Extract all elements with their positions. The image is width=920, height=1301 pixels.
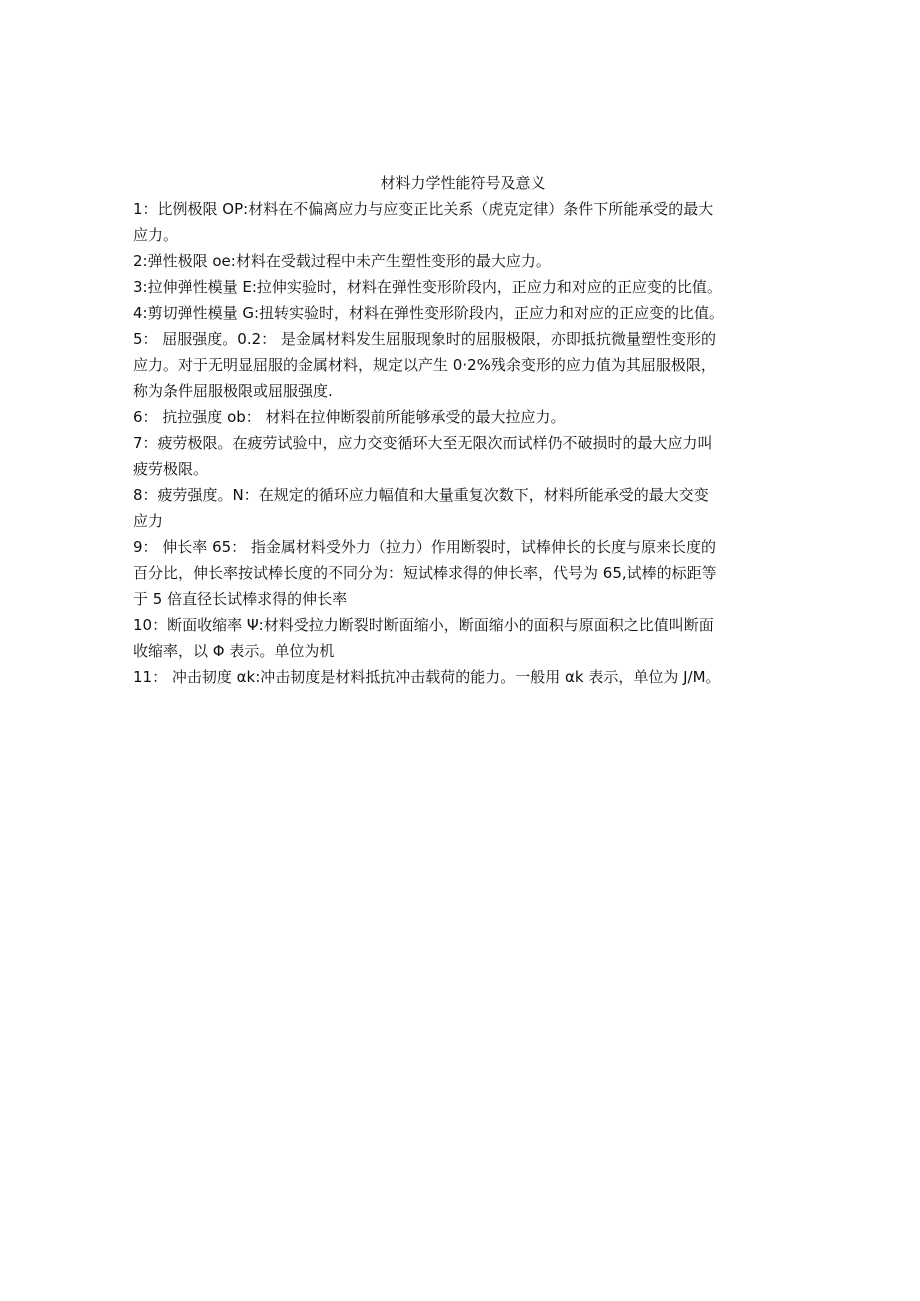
definition-item — [133, 534, 793, 612]
definition-text-line: 应力。对于无明显屈服的金属材料，规定以产生 0·2%残余变形的应力值为其屈服极限， — [133, 356, 716, 374]
document-title: 材料力学性能符号及意义 — [380, 174, 546, 192]
definition-text-line: 于 5 倍直径长试棒求得的伸长率 — [133, 590, 348, 608]
definition-text-line: 百分比，伸长率按试棒长度的不同分为：短试棒求得的伸长率，代号为 65,试棒的标距等 — [133, 564, 717, 582]
definition-text-line: 1：比例极限 OP:材料在不偏离应力与应变正比关系（虎克定律）条件下所能承受的最大 — [133, 200, 714, 218]
definition-text-line: 4:剪切弹性模量 G:扭转实验时，材料在弹性变形阶段内，正应力和对应的正应变的比值。 — [133, 304, 725, 322]
definition-item — [133, 612, 793, 664]
definition-text-line: 应力 — [133, 512, 164, 530]
definition-item — [133, 664, 793, 690]
definition-text-line: 9： 伸长率 65： 指金属材料受外力（拉力）作用断裂时，试棒伸长的长度与原来长度的 — [133, 538, 716, 556]
definition-text-line: 疲劳极限。 — [133, 460, 209, 478]
definition-text-line: 3:拉伸弹性模量 E:拉伸实验时，材料在弹性变形阶段内，正应力和对应的正应变的比值。 — [133, 278, 722, 296]
definition-item — [133, 404, 793, 430]
definition-text-line: 收缩率，以 Φ 表示。单位为机 — [133, 642, 335, 660]
definition-text-line: 11： 冲击韧度 αk:冲击韧度是材料抵抗冲击载荷的能力。一般用 αk 表示，单位为 J/M。 — [133, 668, 721, 686]
definition-text-line: 8：疲劳强度。N：在规定的循环应力幅值和大量重复次数下，材料所能承受的最大交变 — [133, 486, 709, 504]
definition-item — [133, 430, 793, 482]
definition-text-line: 10：断面收缩率 Ψ:材料受拉力断裂时断面缩小，断面缩小的面积与原面积之比值叫断面 — [133, 616, 714, 634]
definition-item — [133, 300, 793, 326]
definition-text-line: 7：疲劳极限。在疲劳试验中，应力交变循环大至无限次而试样仍不破损时的最大应力叫 — [133, 434, 713, 452]
definition-item — [133, 274, 793, 300]
definition-text-line: 5： 屈服强度。0.2： 是金属材料发生屈服现象时的屈服极限，亦即抵抗微量塑性变形的 — [133, 330, 716, 348]
definition-item — [133, 196, 793, 248]
document-body — [133, 170, 793, 690]
definition-item — [133, 248, 793, 274]
definition-text-line: 2:弹性极限 oe:材料在受载过程中未产生塑性变形的最大应力。 — [133, 252, 551, 270]
definition-item — [133, 482, 793, 534]
definition-item — [133, 326, 793, 404]
definition-text-line: 应力。 — [133, 226, 179, 244]
definition-list — [133, 196, 793, 690]
definition-text-line: 称为条件屈服极限或屈服强度. — [133, 382, 333, 400]
definition-text-line: 6： 抗拉强度 ob： 材料在拉伸断裂前所能够承受的最大拉应力。 — [133, 408, 566, 426]
